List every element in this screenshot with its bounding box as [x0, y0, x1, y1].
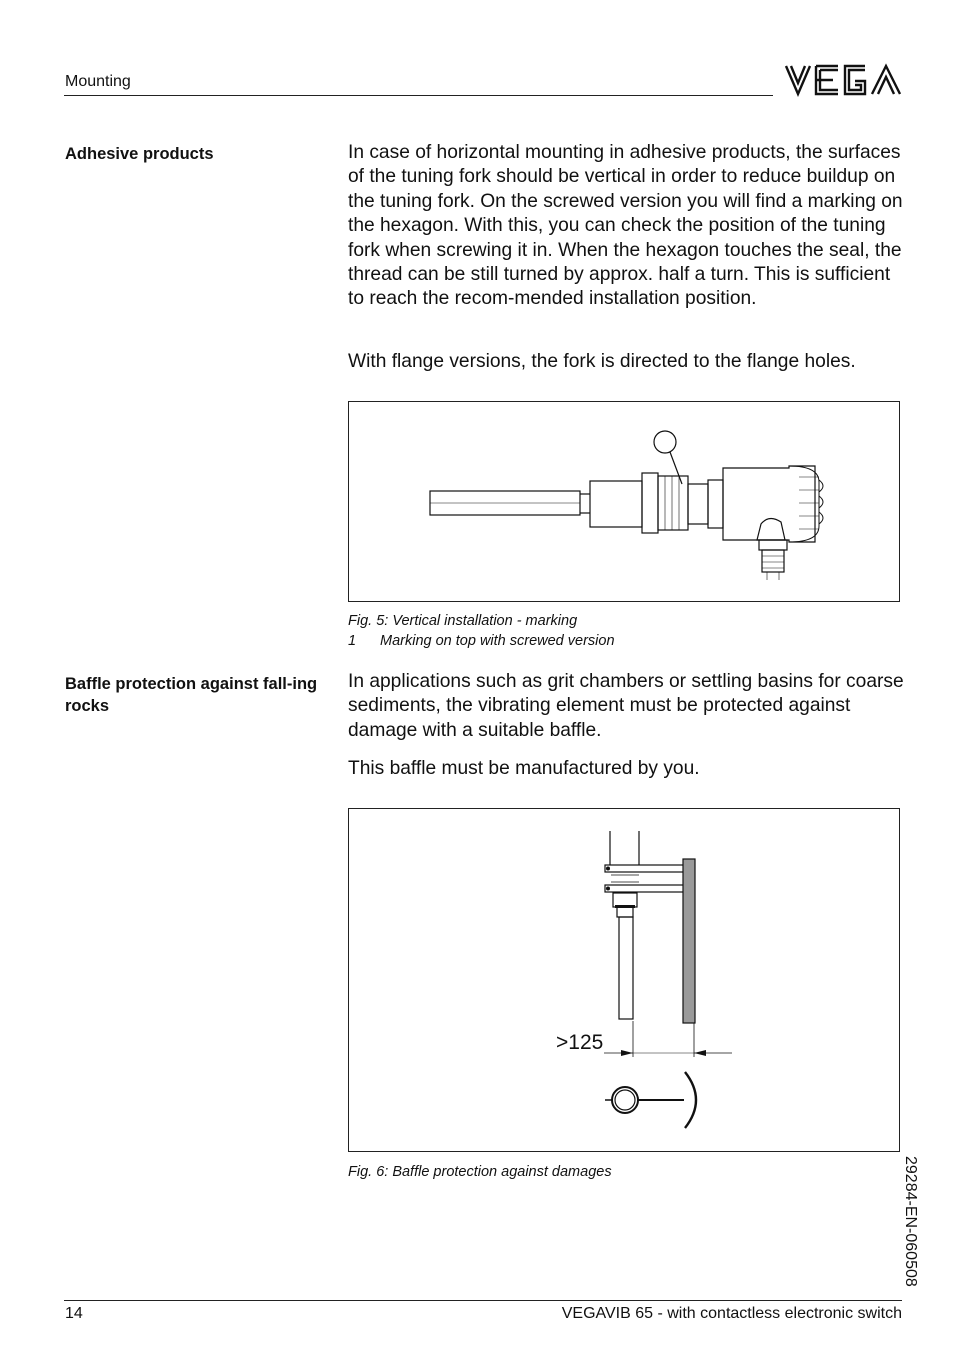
adhesive-paragraph-2: With flange versions, the fork is directed to the flange holes.: [348, 351, 856, 372]
document-code: 29284-EN-060508: [902, 1156, 919, 1287]
figure-5-caption: Fig. 5: Vertical installation - marking: [348, 613, 578, 629]
vega-logo-mark: [783, 62, 903, 98]
section-heading-adhesive: Adhesive products: [65, 145, 214, 163]
vibration-switch-drawing: [349, 402, 901, 601]
footer-divider: [64, 1300, 902, 1301]
adhesive-paragraph-1: In case of horizontal mounting in adhesive products, the surfaces of the tuning fork should be vertical in order to reduce buildup on the tuning fork. On the screwed version you will find a marking on the hexagon. With this, you can check the position of the tuning fork when screwing it in. When the hexagon touches the seal, the thread can be still turned by approx. half a turn. This is sufficient to reach the recom-mended installation position.: [348, 142, 903, 310]
footer-product-name: VEGAVIB 65 - with contactless electronic switch: [561, 1305, 902, 1322]
figure-5-legend-item: [348, 632, 615, 651]
header-divider: [64, 95, 773, 96]
legend-text: Marking on top with screwed version: [380, 633, 615, 649]
figure-6-caption: Fig. 6: Baffle protection against damages: [348, 1164, 612, 1180]
vega-logo: [783, 62, 903, 98]
dimension-label: >125: [556, 1031, 604, 1054]
figure-5-frame: [348, 401, 900, 602]
baffle-paragraph-1: In applications such as grit chambers or settling basins for coarse sediments, the vibrating element must be protected against damage with a suitable baffle.: [348, 671, 904, 741]
baffle-paragraph-2: This baffle must be manufactured by you.: [348, 758, 700, 779]
section-heading-baffle: Baffle protection against fall-ing rocks: [65, 675, 318, 715]
page-number: 14: [65, 1305, 83, 1322]
figure-6-frame: [348, 808, 900, 1152]
baffle-protection-drawing: [349, 809, 901, 1151]
legend-number: 1: [348, 633, 357, 649]
header-section-title: Mounting: [65, 73, 131, 90]
